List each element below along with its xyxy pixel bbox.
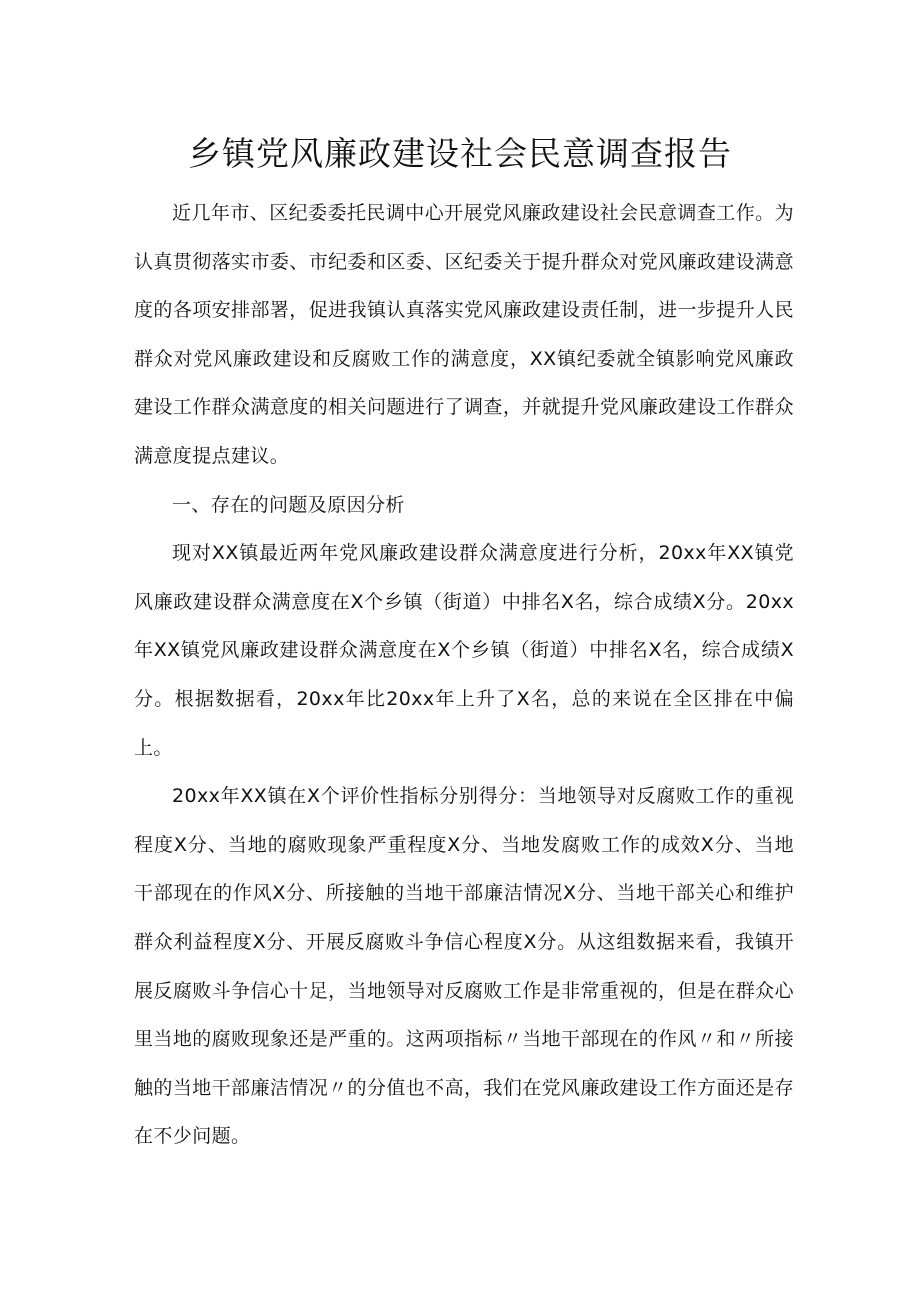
paragraph-indicators: 20xx年XX镇在X个评价性指标分别得分：当地领导对反腐败工作的重视程度X分、当地的腐败现象严重程度X分、当地发腐败工作的成效X分、当地干部现在的作风X分、所接触的当地干部廉洁情况X分、当地干部关心和维护群众利益程度X分、开展反腐败斗争信心程度X分。从这组数据来看，我镇开展反腐败斗争信心十足，当地领导对反腐败工作是非常重视的，但是在群众心里当地的腐败现象还是严重的。这两项指标〃当地干部现在的作风〃和〃所接触的当地干部廉洁情况〃的分值也不高，我们在党风廉政建设工作方面还是存在不少问题。	[134, 785, 794, 1148]
paragraph-ranking: 现对XX镇最近两年党风廉政建设群众满意度进行分析，20xx年XX镇党风廉政建设群众满意度在X个乡镇（街道）中排名X名，综合成绩X分。20xx年XX镇党风廉政建设群众满意度在X个乡镇（街道）中排名X名，综合成绩X分。根据数据看，20xx年比20xx年上升了X名，总的来说在全区排在中偏上。	[134, 542, 794, 759]
document-title: 乡镇党风廉政建设社会民意调查报告	[188, 134, 732, 173]
paragraph-intro: 近几年市、区纪委委托民调中心开展党风廉政建设社会民意调查工作。为认真贯彻落实市委、市纪委和区委、区纪委关于提升群众对党风廉政建设满意度的各项安排部署，促进我镇认真落实党风廉政建设责任制，进一步提升人民群众对党风廉政建设和反腐败工作的满意度，XX镇纪委就全镇影响党风廉政建设工作群众满意度的相关问题进行了调查，并就提升党风廉政建设工作群众满意度提点建议。	[134, 202, 794, 467]
document-body	[134, 189, 794, 1161]
section-heading-problems: 一、存在的问题及原因分析	[172, 493, 405, 516]
